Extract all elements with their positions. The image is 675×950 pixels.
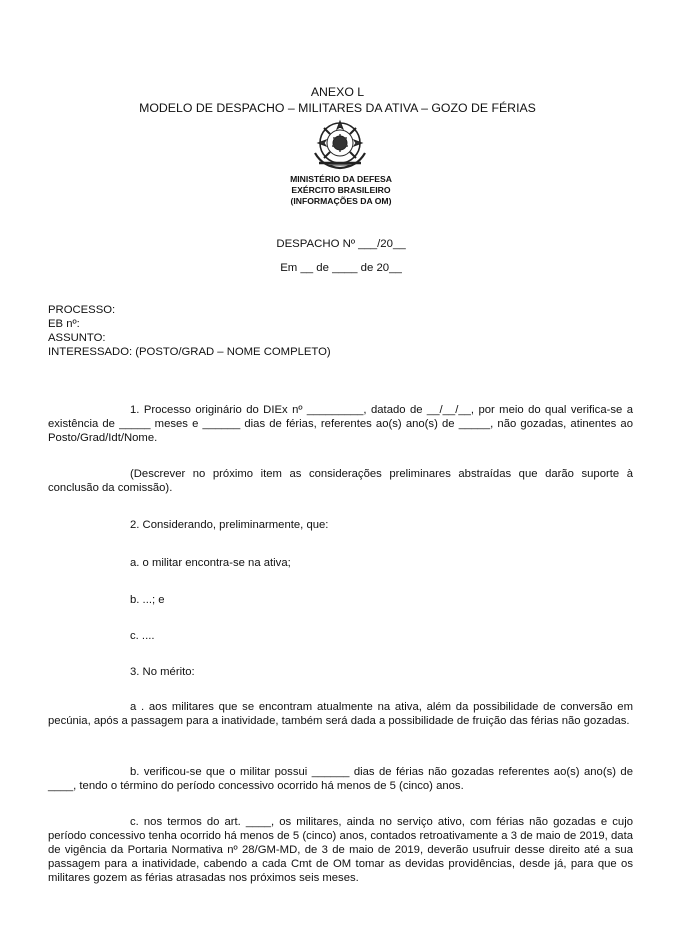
- paragraph-3c: c. nos termos do art. ____, os militares, ainda no serviço ativo, com férias não gozadas e cujo período concessivo tenha ocorrido há menos de 5 (cinco) anos, contados retroativamente a 3 de maio de 2019, data de vigência da Portaria Normativa nº 28/GM-MD, de 3 de maio de 2019, deverão usufruir desse direito até a sua passagem para a inatividade, cabendo a cada Cmt de OM tomar as devidas providências, desde já, para que os militares gozem as férias atrasadas nos próximos seis meses.: [48, 816, 633, 884]
- coat-of-arms-emblem: [309, 119, 371, 171]
- field-interessado: INTERESSADO: (POSTO/GRAD – NOME COMPLETO): [48, 346, 331, 358]
- paragraph-3: 3. No mérito:: [130, 666, 195, 678]
- paragraph-2b: b. ...; e: [130, 594, 165, 606]
- field-assunto: ASSUNTO:: [48, 332, 106, 344]
- paragraph-note: (Descrever no próximo item as considerações preliminares abstraídas que darão suporte à conclusão da comissão).: [48, 468, 633, 494]
- field-eb: EB nº:: [48, 318, 80, 330]
- dispatch-number: DESPACHO Nº ___/20__: [276, 238, 406, 250]
- organization-block: [0, 174, 675, 207]
- annex-header: [0, 84, 675, 116]
- org-unit-info: (INFORMAÇÕES DA OM): [290, 196, 392, 206]
- paragraph-3a: a . aos militares que se encontram atualmente na ativa, além da possibilidade de conversão em pecúnia, após a passagem para a inatividade, também será dada a possibilidade de fruição das férias não gozadas.: [48, 701, 633, 727]
- org-army: EXÉRCITO BRASILEIRO: [291, 185, 391, 195]
- dispatch-block: [0, 232, 675, 280]
- paragraph-2a: a. o militar encontra-se na ativa;: [130, 557, 291, 569]
- paragraph-2c: c. ....: [130, 630, 155, 642]
- paragraph-1: 1. Processo originário do DIEx nº _________, datado de __/__/__, por meio do qual verifica-se a existência de _____ meses e ______ dias de férias, referentes ao(s) ano(s) de _____, não gozadas, atinentes ao Posto/Grad/Idt/Nome.: [48, 404, 633, 444]
- field-processo: PROCESSO:: [48, 304, 116, 316]
- annex-title: ANEXO L: [310, 85, 365, 99]
- dispatch-date: Em __ de ____ de 20__: [280, 262, 402, 274]
- paragraph-2: 2. Considerando, preliminarmente, que:: [130, 519, 329, 531]
- paragraph-3b: b. verificou-se que o militar possui ______ dias de férias não gozadas referentes ao(s) ano(s) de ____, tendo o término do período concessivo ocorrido há menos de 5 (cinco) anos.: [48, 766, 633, 792]
- process-fields: [48, 303, 331, 359]
- org-ministry: MINISTÉRIO DA DEFESA: [290, 174, 392, 184]
- model-title: MODELO DE DESPACHO – MILITARES DA ATIVA – GOZO DE FÉRIAS: [139, 101, 536, 115]
